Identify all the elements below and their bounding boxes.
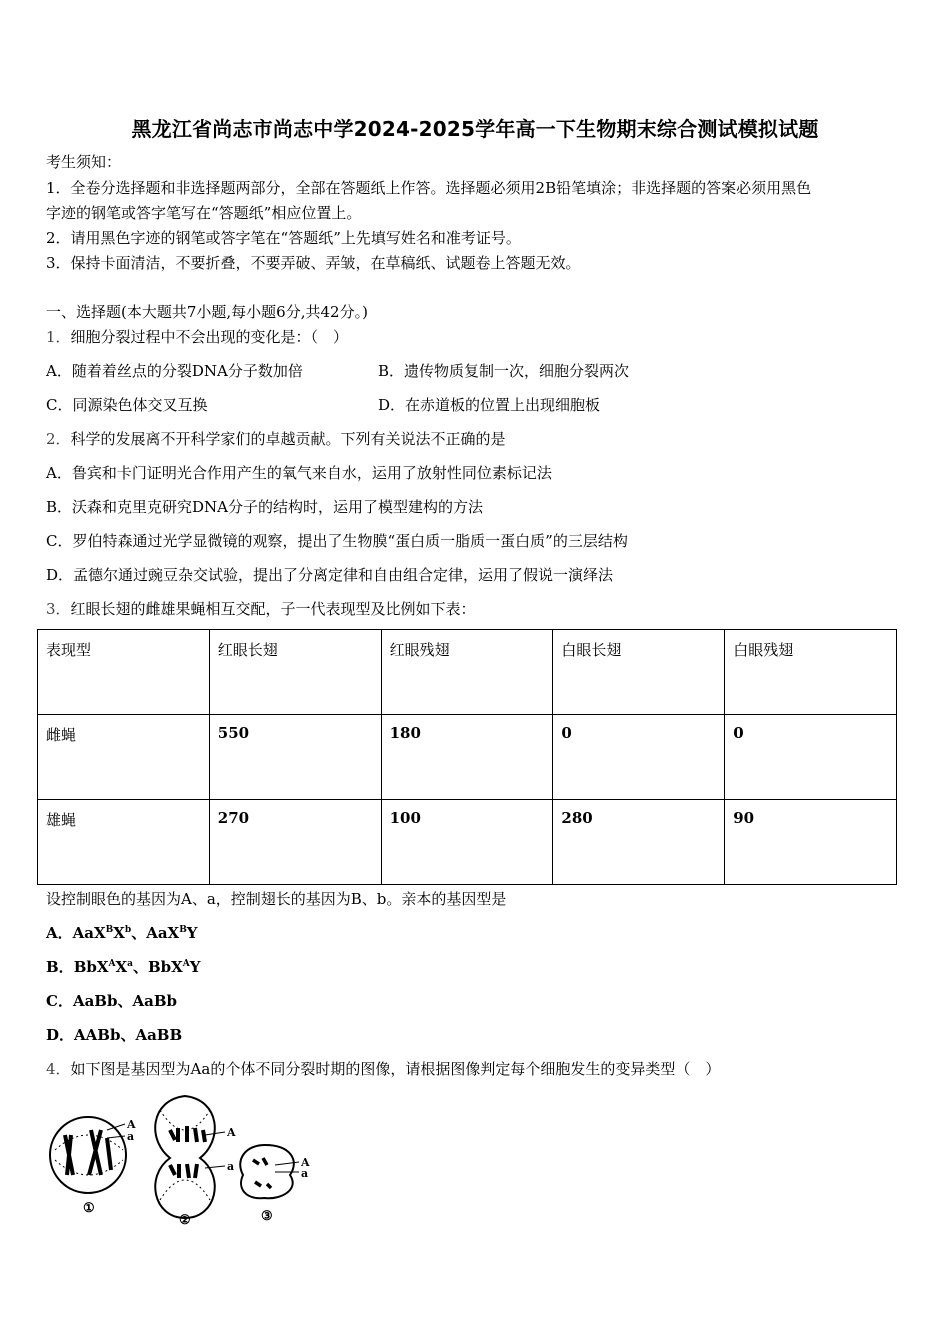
question-stem: 如下图是基因型为Aa的个体不同分裂时期的图像，请根据图像判定每个细胞发生的变异类型（ ） <box>70 1060 721 1078</box>
question-number: 2． <box>46 430 71 448</box>
cell-1-chromosomes <box>65 1130 111 1175</box>
table-cell: 180 <box>381 715 553 800</box>
question-4 <box>46 1059 720 1079</box>
question-1 <box>46 327 348 347</box>
q3-option-b: B．$BbX^AX^a$、BbX$^A$Y <box>46 958 201 976</box>
table-header-cell: 表现型 <box>38 630 210 715</box>
cell-division-figure <box>45 1090 315 1225</box>
figure-caption: ③ <box>261 1209 273 1224</box>
gene-label: A <box>127 1118 136 1131</box>
q3-option-a: A．$AaX^BX^b$、AaX$^B$Y <box>46 924 198 942</box>
gene-label: a <box>227 1160 235 1173</box>
q3-followup: 设控制眼色的基因为A、a，控制翅长的基因为B、b。亲本的基因型是 <box>46 890 507 908</box>
table-header-row <box>38 630 897 715</box>
table-cell: 0 <box>553 715 725 800</box>
figure-caption: ② <box>179 1213 191 1225</box>
table-cell: 280 <box>553 800 725 885</box>
table-cell: 90 <box>725 800 897 885</box>
question-3 <box>46 599 476 619</box>
cell-2-upper-chromosomes <box>170 1126 205 1142</box>
page-title: 黑龙江省尚志市尚志中学2024-2025学年高一下生物期末综合测试模拟试题 <box>131 117 819 141</box>
question-stem: 红眼长翅的雌雄果蝇相互交配，子一代表现型及比例如下表： <box>70 600 476 618</box>
q2-option-c: C．罗伯特森通过光学显微镜的观察，提出了生物膜“蛋白质一脂质一蛋白质”的三层结构 <box>46 532 628 550</box>
table-header-cell: 白眼残翅 <box>725 630 897 715</box>
cell-2-outline <box>155 1096 215 1218</box>
question-number: 4． <box>46 1060 71 1078</box>
figure-caption: ① <box>83 1201 95 1216</box>
question-stem: 科学的发展离不开科学家们的卓越贡献。下列有关说法不正确的是 <box>70 430 506 448</box>
q3-option-c: C．AaBb、AaBb <box>46 992 177 1010</box>
table-header-cell: 红眼残翅 <box>381 630 553 715</box>
question-2 <box>46 429 506 449</box>
table-cell: 550 <box>209 715 381 800</box>
q1-option-a: A．随着着丝点的分裂DNA分子数加倍 <box>46 362 303 380</box>
table-cell: 100 <box>381 800 553 885</box>
cell-3-pointer-a-upper <box>275 1162 299 1165</box>
cell-3-chromosomes <box>253 1158 271 1188</box>
question-number: 3． <box>46 600 71 618</box>
notice-item: 3．保持卡面清洁，不要折叠，不要弄破、弄皱，在草稿纸、试题卷上答题无效。 <box>46 254 581 272</box>
q2-option-a: A．鲁宾和卡门证明光合作用产生的氧气来自水，运用了放射性同位素标记法 <box>46 464 552 482</box>
table-cell: 雄蝇 <box>38 800 210 885</box>
notice-heading: 考生须知： <box>46 153 122 171</box>
gene-label: a <box>127 1130 135 1143</box>
q1-option-c: C．同源染色体交叉互换 <box>46 396 208 414</box>
table-cell: 雌蝇 <box>38 715 210 800</box>
notice-item: 字迹的钢笔或答字笔写在“答题纸”相应位置上。 <box>46 204 362 222</box>
table-row <box>38 715 897 800</box>
q1-option-d: D．在赤道板的位置上出现细胞板 <box>378 396 601 414</box>
gene-label: A <box>227 1126 236 1139</box>
table-header-cell: 红眼长翅 <box>209 630 381 715</box>
q1-option-b: B．遗传物质复制一次，细胞分裂两次 <box>378 362 630 380</box>
notice-item: 1．全卷分选择题和非选择题两部分，全部在答题纸上作答。选择题必须用2B铅笔填涂；非选择题的答案必须用黑色 <box>46 179 812 197</box>
section-heading: 一、选择题(本大题共7小题,每小题6分,共42分。) <box>46 303 368 321</box>
notice-item: 2．请用黑色字迹的钢笔或答字笔在“答题纸”上先填写姓名和准考证号。 <box>46 229 521 247</box>
q2-option-b: B．沃森和克里克研究DNA分子的结构时，运用了模型建构的方法 <box>46 498 484 516</box>
table-cell: 0 <box>725 715 897 800</box>
cell-2-lower-chromosomes <box>170 1164 197 1178</box>
table-header-cell: 白眼长翅 <box>553 630 725 715</box>
q2-option-d: D．孟德尔通过豌豆杂交试验，提出了分离定律和自由组合定律，运用了假说一演绎法 <box>46 566 614 584</box>
gene-label: a <box>301 1167 309 1180</box>
q3-option-d: D．AABb、AaBB <box>46 1026 183 1044</box>
gene-label: A <box>301 1156 310 1169</box>
question-stem: 细胞分裂过程中不会出现的变化是：（ ） <box>70 328 349 346</box>
question-number: 1． <box>46 328 71 346</box>
cell-1-outline <box>50 1117 126 1193</box>
table-cell: 270 <box>209 800 381 885</box>
table-row <box>38 800 897 885</box>
phenotype-table <box>37 629 897 885</box>
